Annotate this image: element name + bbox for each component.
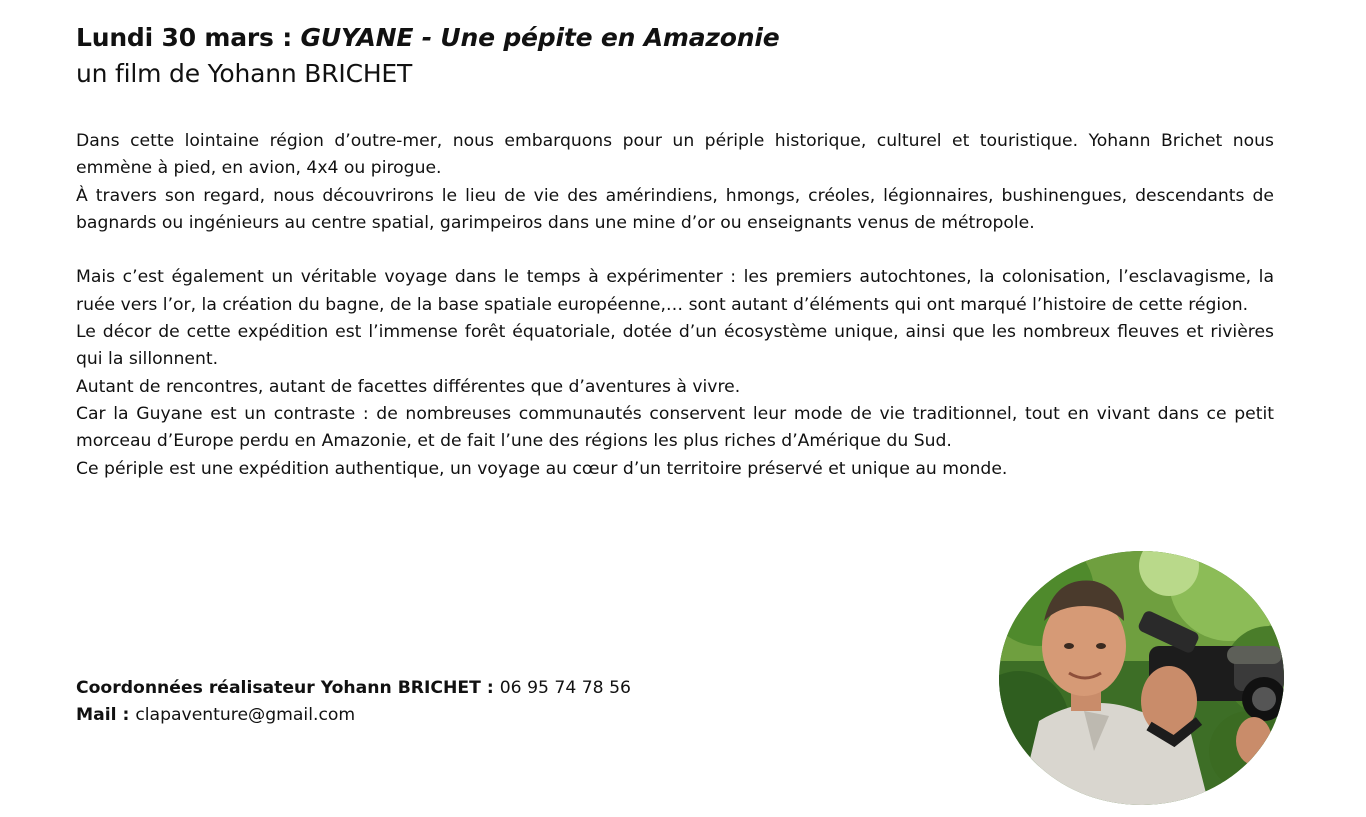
paragraph-spacer <box>76 237 1274 264</box>
director-email[interactable]: clapaventure@gmail.com <box>135 705 356 726</box>
director-portrait-icon <box>999 551 1284 805</box>
director-phone-label: Coordonnées réalisateur Yohann BRICHET : <box>76 678 500 698</box>
mail-label: Mail : <box>76 705 136 726</box>
description-paragraph-1: Dans cette lointaine région d’outre-mer, nous embarquons pour un périple historique, culturel et touristique. Yohann Brichet nous emmène à pied, en avion, 4x4 ou pirogue. <box>76 131 1274 179</box>
description-paragraph-3: Mais c’est également un véritable voyage dans le temps à expérimenter : les premiers autochtones, la colonisation, l’esclavagisme, la ruée vers l’or, la création du bagne, de la base spatiale européenne,… sont autant d’éléments qui ont marqué l’histoire de cette région. <box>76 267 1274 315</box>
description-paragraph-7: Ce périple est une expédition authentique, un voyage au cœur d’un territoire préservé et unique au monde. <box>76 458 1008 479</box>
film-director-subtitle: un film de Yohann BRICHET <box>76 59 413 88</box>
director-phone-line <box>76 675 631 702</box>
event-page <box>76 20 1274 483</box>
director-phone-number[interactable]: 06 95 74 78 56 <box>499 678 631 698</box>
director-contacts <box>76 675 631 730</box>
director-photo <box>999 551 1284 805</box>
film-title: GUYANE - Une pépite en Amazonie <box>300 23 780 52</box>
description-paragraph-2: À travers son regard, nous découvrirons le lieu de vie des amérindiens, hmongs, créoles, légionnaires, bushinengues, descendants de bagnards ou ingénieurs au centre spatial, garimpeiros dans une mine d’or ou enseignants venus de métropole. <box>76 185 1274 233</box>
description-paragraph-6: Car la Guyane est un contraste : de nombreuses communautés conservent leur mode de vie traditionnel, tout en vivant dans ce petit morceau d’Europe perdu en Amazonie, et de fait l’une des régions les plus riches d’Amérique du Sud. <box>76 403 1274 452</box>
director-mail-line <box>76 702 631 729</box>
event-title <box>76 20 1274 56</box>
event-date: Lundi 30 mars : <box>76 23 301 52</box>
description-paragraph-4: Le décor de cette expédition est l’immense forêt équatoriale, dotée d’un écosystème unique, ainsi que les nombreux fleuves et rivières qui la sillonnent. <box>76 322 1274 370</box>
description-paragraph-5: Autant de rencontres, autant de facettes différentes que d’aventures à vivre. <box>76 376 741 397</box>
